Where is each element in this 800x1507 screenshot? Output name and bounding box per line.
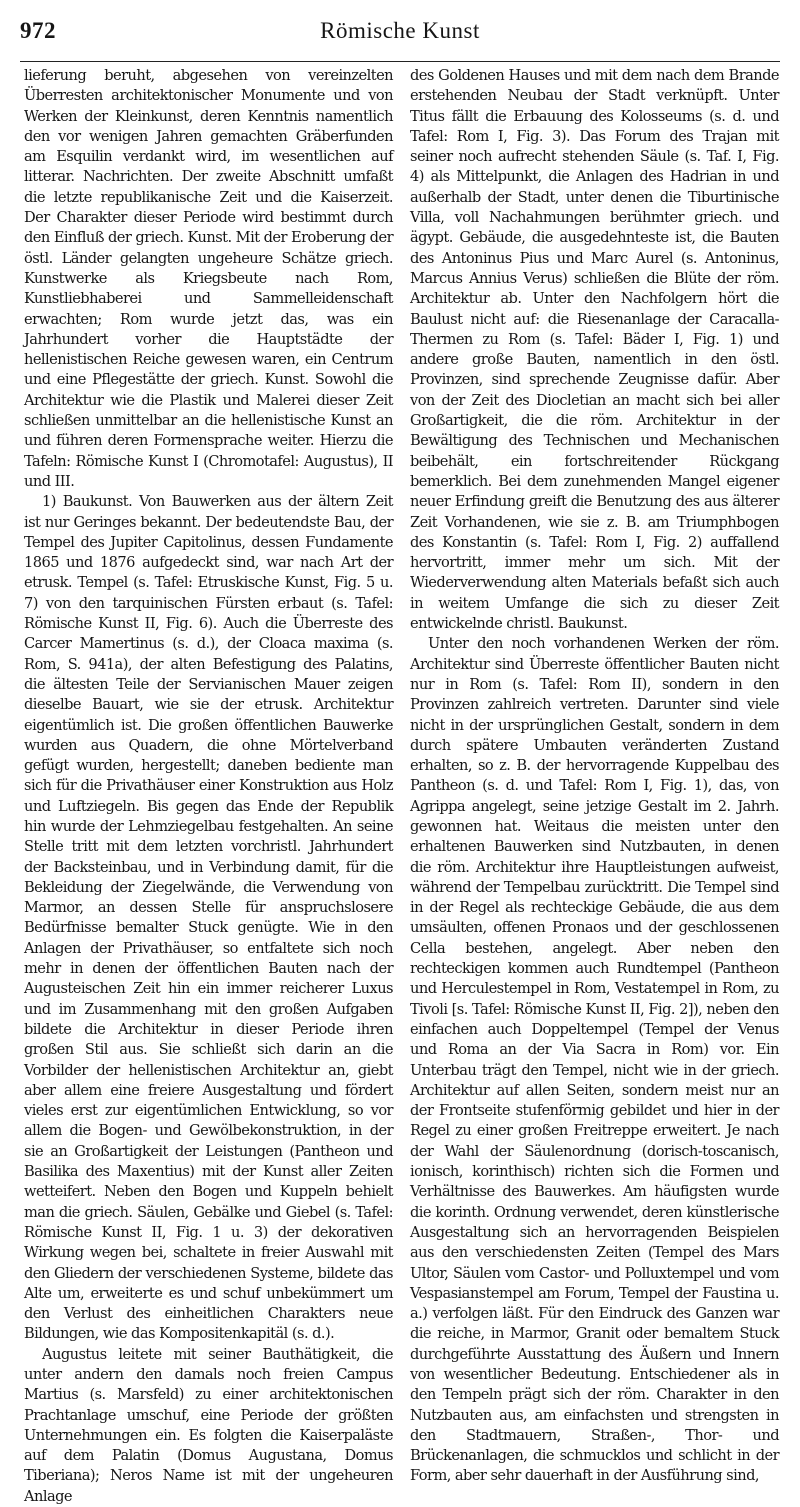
paragraph: Unter den noch vorhandenen Werken der röm. Architektur sind Überreste öffentlicher Bauten nicht nur in Rom (s. Tafel: Rom II), sondern in den Provinzen zahlreich vertreten. Darunter sind viele nicht in der ursprünglichen Gestalt, sondern in dem durch spätere Umbauten veränderten Zustand erhalten, so z. B. der hervorragende Kuppelbau des Pantheon (s. d. und Tafel: Rom I, Fig. 1), das, von Agrippa angelegt, seine jetzige Gestalt im 2. Jahrh. gewonnen hat. Weitaus die meisten unter den erhaltenen Bauwerken sind Nutzbauten, in denen die röm. Architektur ihre Hauptleistungen aufweist, während der Tempelbau zurücktritt. Die Tempel sind in der Regel als rechteckige Gebäude, die aus dem umsäulten, offenen Pronaos und der geschlossenen Cella bestehen, angelegt. Aber neben den rechteckigen kommen auch Rundtempel (Pantheon und Herculestempel in Rom, Vestatempel in Rom, zu Tivoli [s. Tafel: Römische Kunst II, Fig. 2]), neben den einfachen auch Doppeltempel (Tempel der Venus und Roma an der Via Sacra in Rom) vor. Ein Unterbau trägt den Tempel, nicht wie in der griech. Architektur auf allen Seiten, sondern meist nur an der Frontseite stufenförmig gebildet und hier in der Regel zu einer großen Freitreppe erweitert. Je nach der Wahl der Säulenordnung (dorisch-toscanisch, ionisch, korinthisch) richten sich die Formen und Verhältnisse des Bauwerkes. Am häufigsten wurde die korinth. Ordnung verwendet, deren künstlerische Ausgestaltung sich an hervorragenden Beispielen aus den verschiedensten Zeiten (Tempel des Mars Ultor, Säulen vom Castor- und Polluxtempel und vom Vespasianstempel am Forum, Tempel der Faustina u. a.) verfolgen läßt. Für den Eindruck des Ganzen war die reiche, in Marmor, Granit oder bemaltem Stuck durchgeführte Ausstattung des Äußern und Innern von wesentlicher Bedeutung. Entschiedener als in den Tempeln prägt sich der röm. Charakter in den Nutzbauten aus, am einfachsten und strengsten in den Stadtmauern, Straßen-, Thor- und Brückenanlagen, die schmucklos und schlicht in der Form, aber sehr dauerhaft in der Ausführung sind,	[410, 635, 779, 1485]
paragraph: Augustus leitete mit seiner Bauthätigkeit, die unter andern den damals noch freien Campus Martius (s. Marsfeld) zu einer architektonischen Prachtanlage umschuf, eine Periode der größten Unternehmungen ein. Es folgten die Kaiserpaläste auf dem Palatin (Domus Augustana, Domus Tiberiana); Neros Name ist mit der ungeheuren Anlage	[24, 1345, 393, 1505]
paragraph: lieferung beruht, abgesehen von vereinzelten Überresten architektonischer Monumente und von Werken der Kleinkunst, deren Kenntnis namentlich den vor wenigen Jahren gemachten Gräberfunden am Esquilin verdankt wird, im wesentlichen auf litterar. Nachrichten. Der zweite Abschnitt umfaßt die letzte republikanische Zeit und die Kaiserzeit. Der Charakter dieser Periode wird bestimmt durch den Einfluß der griech. Kunst. Mit der Eroberung der östl. Länder gelangten ungeheure Schätze griech. Kunstwerke als Kriegsbeute nach Rom, Kunstliebhaberei und Sammelleidenschaft erwachten; Rom wurde jetzt das, was ein Jahrhundert vorher die Hauptstädte der hellenistischen Reiche gewesen waren, ein Centrum und eine Pflegestätte der griech. Kunst. Sowohl die Architektur wie die Plastik und Malerei dieser Zeit schließen unmittelbar an die hellenistische Kunst an und führen deren Formensprache weiter. Hierzu die Tafeln: Römische Kunst I (Chromotafel: Augustus), II und III.	[24, 67, 393, 490]
paragraph: 1) Baukunst. Von Bauwerken aus der ältern Zeit ist nur Geringes bekannt. Der bedeutendste Bau, der Tempel des Jupiter Capitolinus, dessen Fundamente 1865 und 1876 aufgedeckt sind, war nach Art der etrusk. Tempel (s. Tafel: Etruskische Kunst, Fig. 5 u. 7) von den tarquinischen Fürsten erbaut (s. Tafel: Römische Kunst II, Fig. 6). Auch die Überreste des Carcer Mamertinus (s. d.), der Cloaca maxima (s. Rom, S. 941a), der alten Befestigung des Palatins, die ältesten Teile der Servianischen Mauer zeigen dieselbe Bauart, wie sie der etrusk. Architektur eigentümlich ist. Die großen öffentlichen Bauwerke wurden aus Quadern, die ohne Mörtelverband gefügt wurden, hergestellt; daneben bediente man sich für die Privathäuser einer Konstruktion aus Holz und Luftziegeln. Bis gegen das Ende der Republik hin wurde der Lehmziegelbau festgehalten. An seine Stelle tritt mit dem letzten vorchristl. Jahrhundert der Backsteinbau, und in Verbindung damit, für die Bekleidung der Ziegelwände, die Verwendung von Marmor, an dessen Stelle für anspruchslosere Bedürfnisse bemalter Stuck genügte. Wie in den Anlagen der Privathäuser, so entfaltete sich noch mehr in denen der öffentlichen Bauten nach der Augusteischen Zeit hin ein immer reicherer Luxus und im Zusammenhang mit den großen Aufgaben bildete die Architektur in dieser Periode ihren großen Stil aus. Sie schließt sich darin an die Vorbilder der hellenistischen Architektur an, giebt aber allem eine freiere Ausgestaltung und fördert vieles erst zur eigentümlichen Entwicklung, so vor allem die Bogen- und Gewölbekonstruktion, in der sie an Großartigkeit der Leistungen (Pantheon und Basilika des Maxentius) mit der Kunst aller Zeiten wetteifert. Neben den Bogen und Kuppeln behielt man die griech. Säulen, Gebälke und Giebel (s. Tafel: Römische Kunst II, Fig. 1 u. 3) der dekorativen Wirkung wegen bei, schaltete in freier Auswahl mit den Gliedern der verschiedenen Systeme, bildete das Alte um, erweiterte es und schuf unbekümmert um den Verlust des einheitlichen Charakters neue Bildungen, wie das Kompositenkapitäl (s. d.).	[24, 493, 393, 1343]
page-header	[20, 18, 780, 66]
paragraph: des Goldenen Hauses und mit dem nach dem Brande erstehenden Neubau der Stadt verknüpft. Unter Titus fällt die Erbauung des Kolosseums (s. d. und Tafel: Rom I, Fig. 3). Das Forum des Trajan mit seiner noch aufrecht stehenden Säule (s. Taf. I, Fig. 4) als Mittelpunkt, die Anlagen des Hadrian in und außerhalb der Stadt, unter denen die Tiburtinische Villa, voll Nachahmungen berühmter griech. und ägypt. Gebäude, die ausgedehnteste ist, die Bauten des Antoninus Pius und Marc Aurel (s. Antoninus, Marcus Annius Verus) schließen die Blüte der röm. Architektur ab. Unter den Nachfolgern hört die Baulust nicht auf: die Riesenanlage der Caracalla-Thermen zu Rom (s. Tafel: Bäder I, Fig. 1) und andere große Bauten, namentlich in den östl. Provinzen, sind sprechende Zeugnisse dafür. Aber von der Zeit des Diocletian an macht sich bei aller Großartigkeit, die die röm. Architektur in der Bewältigung des Technischen und Mechanischen beibehält, ein fortschreitender Rückgang bemerklich. Bei dem zunehmenden Mangel eigener neuer Erfindung greift die Benutzung des aus älterer Zeit Vorhandenen, wie sie z. B. am Triumphbogen des Konstantin (s. Tafel: Rom I, Fig. 2) auffallend hervortritt, immer mehr um sich. Mit der Wiederverwendung alten Materials befaßt sich auch in weitem Umfange die sich zu dieser Zeit entwickelnde christl. Baukunst.	[410, 67, 779, 633]
header-rule	[20, 61, 780, 62]
page-number: 972	[20, 18, 56, 43]
left-column	[24, 66, 393, 1505]
running-title: Römische Kunst	[320, 18, 480, 43]
right-column	[410, 66, 779, 1485]
